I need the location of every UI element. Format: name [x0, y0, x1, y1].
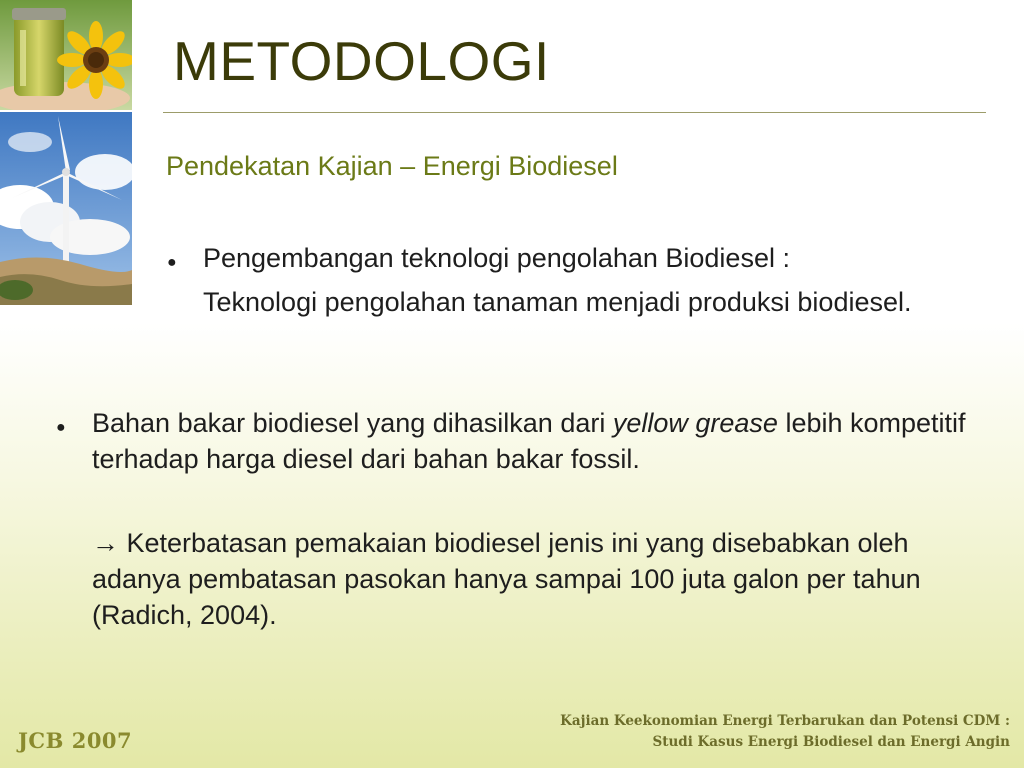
bullet-2-text-end: lebih kompetitif terhadap harga diesel dari bahan bakar fossil. [92, 408, 966, 474]
slide-subtitle: Pendekatan Kajian – Energi Biodiesel [166, 151, 618, 181]
footer-caption-line1: Kajian Keekonomian Energi Terbarukan dan Potensi CDM : [560, 713, 1010, 729]
bullet-2-text [92, 405, 992, 477]
bullet-2-subtext [92, 525, 972, 633]
biodiesel-jar-sunflower-icon [0, 0, 132, 110]
title-divider [163, 112, 986, 113]
bullet-2-text-start: Bahan bakar biodiesel yang dihasilkan dari [92, 408, 613, 438]
wind-turbine-icon [0, 112, 132, 305]
footer-caption-line2: Studi Kasus Energi Biodiesel dan Energi Angin [652, 734, 1010, 750]
footer-caption [560, 711, 1010, 753]
bullet-icon: ● [56, 419, 66, 436]
right-arrow-icon: → [92, 528, 119, 558]
bullet-2-italic-term: yellow grease [612, 408, 778, 438]
footer-label: JCB 2007 [18, 728, 133, 753]
bullet-icon: ● [167, 254, 177, 271]
page-title: METODOLOGI [173, 30, 550, 92]
bullet-2-subtext-body: Keterbatasan pemakaian biodiesel jenis ini yang disebabkan oleh adanya pembatasan pasokan hanya sampai 100 juta galon per tahun (Radich, 2004). [92, 528, 921, 630]
bullet-1-subtext: Teknologi pengolahan tanaman menjadi produksi biodiesel. [203, 287, 912, 317]
bullet-1-text: Pengembangan teknologi pengolahan Biodiesel : [203, 243, 790, 273]
